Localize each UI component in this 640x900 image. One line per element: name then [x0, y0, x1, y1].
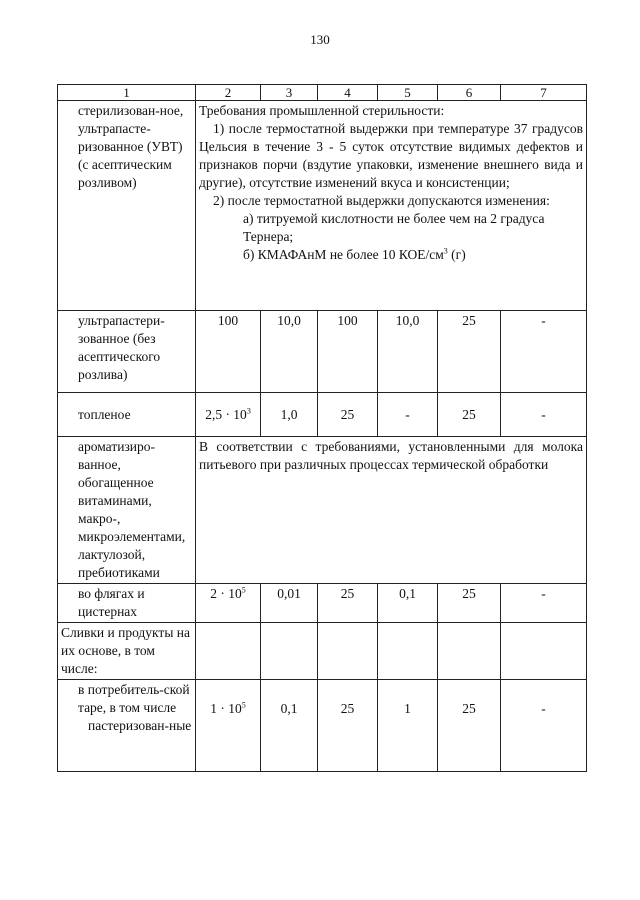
header-cell: 2 [196, 85, 261, 101]
product-name [58, 680, 196, 772]
cell-empty [501, 623, 587, 680]
cell-value: $2,5 \cdot 10^3$ [196, 393, 261, 437]
cell-value: 1 [378, 680, 438, 772]
product-name: во флягах и цистернах [58, 584, 196, 623]
cell-value: 100 [196, 311, 261, 393]
table-row [58, 623, 587, 680]
cell-value: $2 \cdot 10^5$ [196, 584, 261, 623]
product-name: стерилизован-ное, ультрапасте-ризованное (УВТ) (с асептическим розливом) [58, 101, 196, 311]
table-row [58, 680, 587, 772]
cell-value: 25 [438, 584, 501, 623]
requirements-text [196, 101, 587, 311]
header-cell: 6 [438, 85, 501, 101]
cell-value: 10,0 [378, 311, 438, 393]
cell-value: $1 \cdot 10^5$ [196, 680, 261, 772]
table-row [58, 101, 587, 311]
table-row [58, 437, 587, 584]
cell-value: 0,01 [261, 584, 318, 623]
cell-value: 0,1 [261, 680, 318, 772]
cell-value: 25 [318, 393, 378, 437]
table-row [58, 311, 587, 393]
cell-value: - [501, 393, 587, 437]
requirements-text: В соответствии с требованиями, установленными для молока питьевого при различных процессах термической обработки [196, 437, 587, 584]
header-cell: 4 [318, 85, 378, 101]
product-name-line: в потребитель-ской таре, в том числе [78, 682, 190, 715]
product-name: ультрапастери-зованное (без асептического розлива) [58, 311, 196, 393]
cell-value: 100 [318, 311, 378, 393]
cell-empty [438, 623, 501, 680]
req-item-1: 1) после термостатной выдержки при температуре 37 градусов Цельсия в течение 3 - 5 суток отсутствие видимых дефектов и признаков порчи (вздутие упаковки, изменение внешнего вида и другие), отсутствие изменений вкуса и консистенции; [199, 121, 583, 190]
header-cell: 5 [378, 85, 438, 101]
cell-value: 25 [318, 680, 378, 772]
table-row [58, 584, 587, 623]
table-row [58, 393, 587, 437]
product-name: ароматизиро-ванное, обогащенное витаминами, макро-, микроэлементами, лактулозой, пребиотиками [58, 437, 196, 584]
header-cell: 1 [58, 85, 196, 101]
product-name: Сливки и продукты на их основе, в том числе: [58, 623, 196, 680]
cell-value: 0,1 [378, 584, 438, 623]
header-cell: 7 [501, 85, 587, 101]
product-subname: пастеризован-ные [88, 718, 192, 733]
req-title: Требования промышленной стерильности: [199, 103, 445, 118]
header-cell: 3 [261, 85, 318, 101]
cell-value: - [501, 311, 587, 393]
cell-value: - [501, 584, 587, 623]
cell-value: 25 [318, 584, 378, 623]
req-item-b: б) КМАФАнМ не более 10 КОЕ/$см^3$ (г) [243, 246, 466, 262]
cell-value: 25 [438, 311, 501, 393]
cell-value: 25 [438, 393, 501, 437]
cell-empty [378, 623, 438, 680]
page-number: 130 [310, 32, 330, 47]
header-row [58, 85, 587, 101]
req-item-2: 2) после термостатной выдержки допускаются изменения: [213, 193, 550, 208]
cell-empty [318, 623, 378, 680]
requirements-table [57, 84, 587, 772]
cell-value: 1,0 [261, 393, 318, 437]
product-name: топленое [58, 393, 196, 437]
cell-value: 10,0 [261, 311, 318, 393]
req-item-a: а) титруемой кислотности не более чем на 2 градуса Тернера; [243, 211, 545, 244]
cell-empty [196, 623, 261, 680]
cell-empty [261, 623, 318, 680]
cell-value: 25 [438, 680, 501, 772]
cell-value: - [378, 393, 438, 437]
cell-value: - [501, 680, 587, 772]
